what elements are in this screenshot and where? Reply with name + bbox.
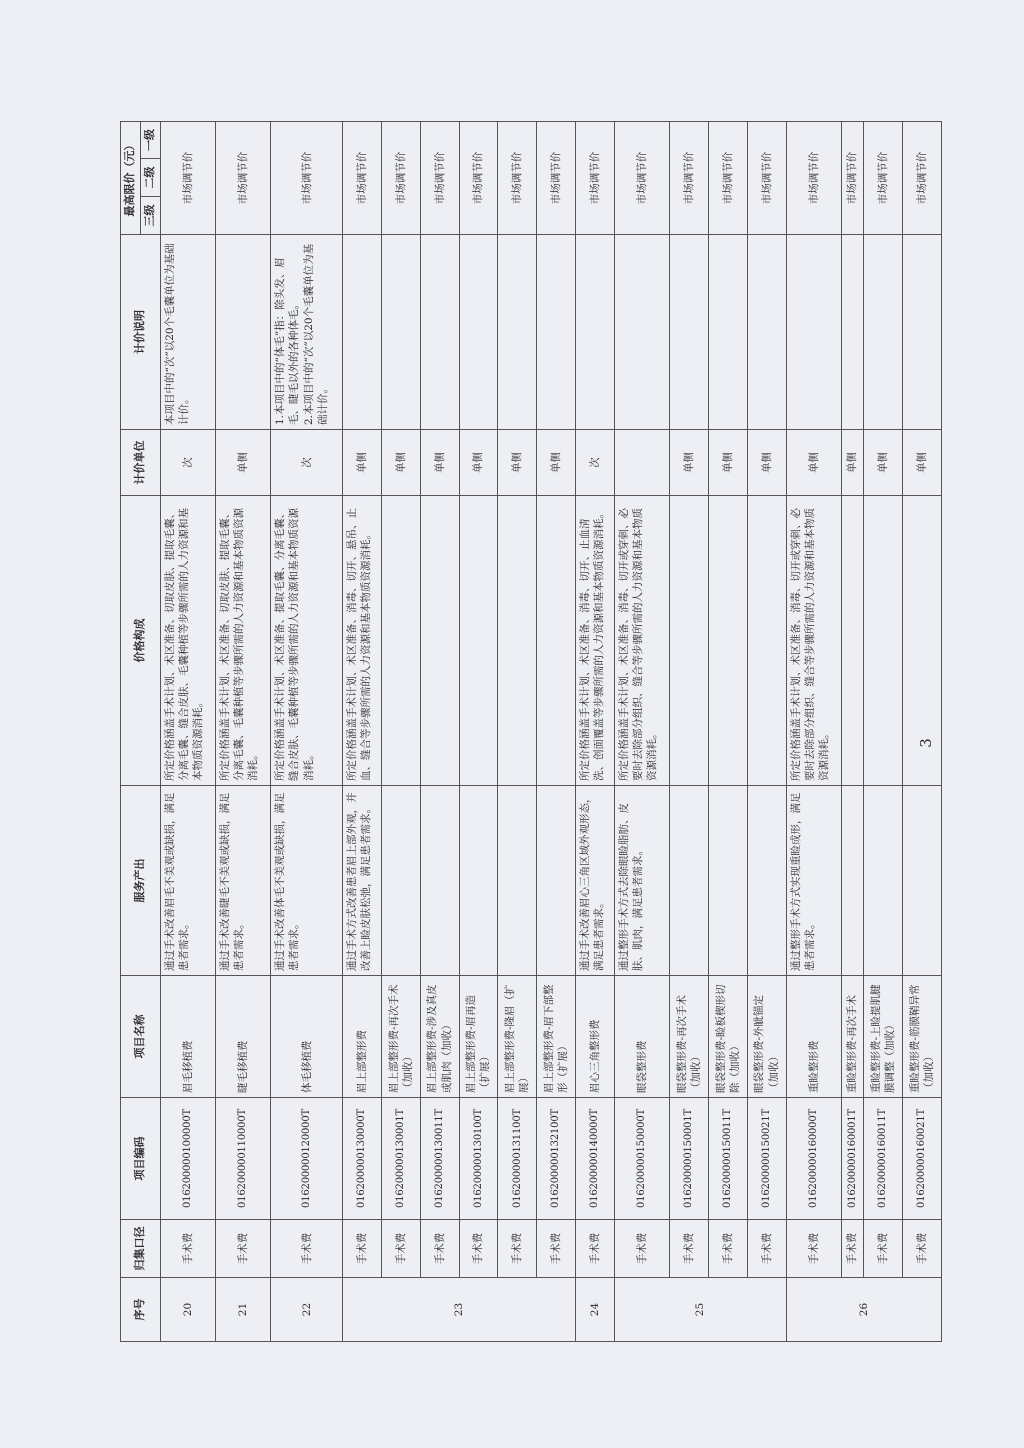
header-composition: 价格构成: [121, 496, 161, 786]
price-cell: 市场调节价: [459, 121, 498, 234]
category-cell: 手术费: [670, 1220, 709, 1278]
price-cell: 市场调节价: [708, 121, 747, 234]
code-cell: 016200000130011T: [420, 1098, 459, 1220]
name-cell: 重睑整形费-上睑提肌腱膜调整（加收）: [864, 976, 903, 1098]
output-cell: [841, 786, 863, 976]
category-cell: 手术费: [271, 1220, 343, 1278]
composition-cell: 所定价格涵盖手术计划、术区准备、切取皮肤、提取毛囊、分离毛囊、缝合皮肤、毛囊种植等步骤所需的人力资源和基本物质资源消耗。: [160, 496, 215, 786]
unit-cell: 单侧: [864, 430, 903, 496]
table-row: [576, 121, 615, 1341]
table-row: [216, 121, 271, 1341]
note-cell: [537, 235, 576, 430]
header-unit: 计价单位: [121, 430, 161, 496]
table-row: [670, 121, 709, 1341]
header-seq: 序号: [121, 1278, 161, 1342]
output-cell: 通过手术改善体毛不美观或缺损，满足患者需求。: [271, 786, 343, 976]
code-cell: 016200000130100T: [459, 1098, 498, 1220]
header-output: 服务产出: [121, 786, 161, 976]
code-cell: 016200000131100T: [498, 1098, 537, 1220]
table-row: [614, 121, 669, 1341]
category-cell: 手术费: [576, 1220, 615, 1278]
price-cell: 市场调节价: [864, 121, 903, 234]
code-cell: 016200000160021T: [903, 1098, 942, 1220]
output-cell: [459, 786, 498, 976]
composition-cell: 所定价格涵盖手术计划、术区准备、消毒、切开、止血清洗、创面覆盖等步骤所需的人力资源和基本物质资源消耗。: [576, 496, 615, 786]
note-cell: [903, 235, 942, 430]
name-cell: 眉上部整形费-眉下部整形（扩展）: [537, 976, 576, 1098]
category-cell: 手术费: [498, 1220, 537, 1278]
category-cell: 手术费: [420, 1220, 459, 1278]
name-cell: 睫毛移植费: [216, 976, 271, 1098]
note-cell: [576, 235, 615, 430]
price-cell: 市场调节价: [841, 121, 863, 234]
output-cell: [498, 786, 537, 976]
header-level2: 二级: [140, 159, 160, 197]
composition-cell: 所定价格涵盖手术计划、术区准备、消毒、切开或穿刺、必要时去除部分组织、缝合等步骤所需的人力资源和基本物质资源消耗。: [786, 496, 841, 786]
name-cell: 眼袋整形费-睑板楔形切除（加收）: [708, 976, 747, 1098]
code-cell: 016200000110000T: [216, 1098, 271, 1220]
composition-cell: 所定价格涵盖手术计划、术区准备、提取毛囊、分离毛囊、缝合皮肤、毛囊种植等步骤所需的人力资源和基本物质资源消耗。: [271, 496, 343, 786]
unit-cell: 单侧: [670, 430, 709, 496]
output-cell: 通过手术改善睫毛不美观或缺损，满足患者需求。: [216, 786, 271, 976]
code-cell: 016200000120000T: [271, 1098, 343, 1220]
output-cell: [420, 786, 459, 976]
name-cell: 眉毛移植费: [160, 976, 215, 1098]
composition-cell: [708, 496, 747, 786]
table-row: [903, 121, 942, 1341]
name-cell: 眉上部整形费-再次手术（加收）: [381, 976, 420, 1098]
name-cell: 体毛移植费: [271, 976, 343, 1098]
table-row: [841, 121, 863, 1341]
code-cell: 016200000132100T: [537, 1098, 576, 1220]
page-number: 3: [916, 738, 935, 748]
note-cell: 本项目中的“次”以20个毛囊单位为基础计价。: [160, 235, 215, 430]
composition-cell: [459, 496, 498, 786]
price-cell: 市场调节价: [343, 121, 382, 234]
output-cell: [747, 786, 786, 976]
note-cell: [216, 235, 271, 430]
output-cell: 通过手术方式改善患者眉上部外观，并改善上睑皮肤松弛，满足患者需求。: [343, 786, 382, 976]
header-level3: 三级: [140, 197, 160, 235]
code-cell: 016200000160000T: [786, 1098, 841, 1220]
table-row: [271, 121, 343, 1341]
header-level1: 一级: [140, 121, 160, 158]
price-cell: 市场调节价: [216, 121, 271, 234]
note-cell: [459, 235, 498, 430]
name-cell: 眉上部整形费-涉及真皮或肌肉（加收）: [420, 976, 459, 1098]
category-cell: 手术费: [216, 1220, 271, 1278]
composition-cell: 所定价格涵盖手术计划、术区准备、切取皮肤、提取毛囊、分离毛囊、毛囊种植等步骤所需的人力资源和基本物质资源消耗。: [216, 496, 271, 786]
composition-cell: [864, 496, 903, 786]
code-cell: 016200000130000T: [343, 1098, 382, 1220]
note-cell: [498, 235, 537, 430]
price-cell: 市场调节价: [614, 121, 669, 234]
header-name: 项目名称: [121, 976, 161, 1098]
unit-cell: 单侧: [343, 430, 382, 496]
unit-cell: 单侧: [841, 430, 863, 496]
code-cell: 016200000150021T: [747, 1098, 786, 1220]
note-cell: [841, 235, 863, 430]
composition-cell: [420, 496, 459, 786]
note-cell: [670, 235, 709, 430]
seq-cell: 24: [576, 1278, 615, 1342]
note-cell: [708, 235, 747, 430]
category-cell: 手术费: [343, 1220, 382, 1278]
seq-cell: 20: [160, 1278, 215, 1342]
price-cell: 市场调节价: [786, 121, 841, 234]
composition-cell: 所定价格涵盖手术计划、术区准备、消毒、切开或穿刺、必要时去除部分组织、缝合等步骤所需的人力资源和基本物质资源消耗。: [614, 496, 669, 786]
name-cell: 眉上部整形费-眉再造（扩展）: [459, 976, 498, 1098]
note-cell: [747, 235, 786, 430]
unit-cell: 次: [271, 430, 343, 496]
unit-cell: 单侧: [381, 430, 420, 496]
name-cell: 眉上部整形费-隆眉（扩展）: [498, 976, 537, 1098]
header-code: 项目编码: [121, 1098, 161, 1220]
category-cell: 手术费: [841, 1220, 863, 1278]
price-cell: 市场调节价: [537, 121, 576, 234]
output-cell: [381, 786, 420, 976]
category-cell: 手术费: [459, 1220, 498, 1278]
composition-cell: [498, 496, 537, 786]
composition-cell: [537, 496, 576, 786]
category-cell: 手术费: [537, 1220, 576, 1278]
note-cell: 1.本项目中的“体毛”指：除头发、眉毛、睫毛以外的各种体毛。 2.本项目中的“次”以20个毛囊单位为基础计价。: [271, 235, 343, 430]
unit-cell: 单侧: [216, 430, 271, 496]
price-cell: 市场调节价: [271, 121, 343, 234]
code-cell: 016200000130001T: [381, 1098, 420, 1220]
table-row: [381, 121, 420, 1341]
output-cell: 通过手术改善眉心三角区域外观形态，满足患者需求。: [576, 786, 615, 976]
unit-cell: 单侧: [459, 430, 498, 496]
output-cell: 通过手术改善眉毛不美观或缺损，满足患者需求。: [160, 786, 215, 976]
code-cell: 016200000160011T: [864, 1098, 903, 1220]
note-cell: [343, 235, 382, 430]
composition-cell: [747, 496, 786, 786]
unit-cell: 单侧: [537, 430, 576, 496]
name-cell: 眉心三角整形费: [576, 976, 615, 1098]
table-row: [160, 121, 215, 1341]
category-cell: 手术费: [864, 1220, 903, 1278]
name-cell: 眼袋整形费-外眦锚定（加收）: [747, 976, 786, 1098]
table-row: [537, 121, 576, 1341]
code-cell: 016200000140000T: [576, 1098, 615, 1220]
note-cell: [420, 235, 459, 430]
seq-cell: 22: [271, 1278, 343, 1342]
price-cell: 市场调节价: [420, 121, 459, 234]
price-cell: 市场调节价: [747, 121, 786, 234]
category-cell: 手术费: [786, 1220, 841, 1278]
category-cell: 手术费: [747, 1220, 786, 1278]
output-cell: [708, 786, 747, 976]
name-cell: 重睑整形费-筋膜鞘异常（加收）: [903, 976, 942, 1098]
note-cell: [864, 235, 903, 430]
code-cell: 016200000100000T: [160, 1098, 215, 1220]
unit-cell: 单侧: [903, 430, 942, 496]
composition-cell: [670, 496, 709, 786]
output-cell: 通过整形手术方式去除眼睑脂肪、皮肤、肌肉，满足患者需求。: [614, 786, 669, 976]
output-cell: [903, 786, 942, 976]
unit-cell: [614, 430, 669, 496]
note-cell: [786, 235, 841, 430]
table-row: [864, 121, 903, 1341]
price-cell: 市场调节价: [381, 121, 420, 234]
name-cell: 眼袋整形费-再次手术（加收）: [670, 976, 709, 1098]
price-cell: 市场调节价: [576, 121, 615, 234]
unit-cell: 单侧: [747, 430, 786, 496]
note-cell: [614, 235, 669, 430]
name-cell: 眼袋整形费: [614, 976, 669, 1098]
table-row: [343, 121, 382, 1341]
composition-cell: [841, 496, 863, 786]
note-cell: [381, 235, 420, 430]
header-category: 归集口径: [121, 1220, 161, 1278]
table-row: [420, 121, 459, 1341]
code-cell: 016200000160001T: [841, 1098, 863, 1220]
unit-cell: 次: [160, 430, 215, 496]
name-cell: 眉上部整形费: [343, 976, 382, 1098]
seq-cell: 21: [216, 1278, 271, 1342]
unit-cell: 单侧: [420, 430, 459, 496]
category-cell: 手术费: [381, 1220, 420, 1278]
table-row: [459, 121, 498, 1341]
composition-cell: 所定价格涵盖手术计划、术区准备、消毒、切开、悬吊、止血、缝合等步骤所需的人力资源和基本物质资源消耗。: [343, 496, 382, 786]
unit-cell: 单侧: [498, 430, 537, 496]
name-cell: 重睑整形费: [786, 976, 841, 1098]
composition-cell: [381, 496, 420, 786]
seq-cell: 26: [786, 1278, 941, 1342]
rotated-table-wrapper: [120, 122, 942, 1342]
table-row: [708, 121, 747, 1341]
price-cell: 市场调节价: [498, 121, 537, 234]
output-cell: [670, 786, 709, 976]
price-cell: 市场调节价: [903, 121, 942, 234]
name-cell: 重睑整形费-再次手术: [841, 976, 863, 1098]
unit-cell: 单侧: [708, 430, 747, 496]
output-cell: [864, 786, 903, 976]
header-row-1: [121, 121, 141, 1341]
category-cell: 手术费: [903, 1220, 942, 1278]
category-cell: 手术费: [708, 1220, 747, 1278]
category-cell: 手术费: [160, 1220, 215, 1278]
code-cell: 016200000150000T: [614, 1098, 669, 1220]
code-cell: 016200000150001T: [670, 1098, 709, 1220]
pricing-table: [120, 121, 942, 1342]
price-cell: 市场调节价: [160, 121, 215, 234]
table-row: [747, 121, 786, 1341]
seq-cell: 23: [343, 1278, 576, 1342]
header-note: 计价说明: [121, 235, 161, 430]
code-cell: 016200000150011T: [708, 1098, 747, 1220]
output-cell: 通过整形手术方式实现重睑成形，满足患者需求。: [786, 786, 841, 976]
seq-cell: 25: [614, 1278, 786, 1342]
price-cell: 市场调节价: [670, 121, 709, 234]
unit-cell: 单侧: [786, 430, 841, 496]
table-body: [160, 121, 941, 1341]
table-row: [498, 121, 537, 1341]
output-cell: [537, 786, 576, 976]
table-row: [786, 121, 841, 1341]
category-cell: 手术费: [614, 1220, 669, 1278]
unit-cell: 次: [576, 430, 615, 496]
header-maxprice: 最高限价（元）: [121, 121, 141, 234]
